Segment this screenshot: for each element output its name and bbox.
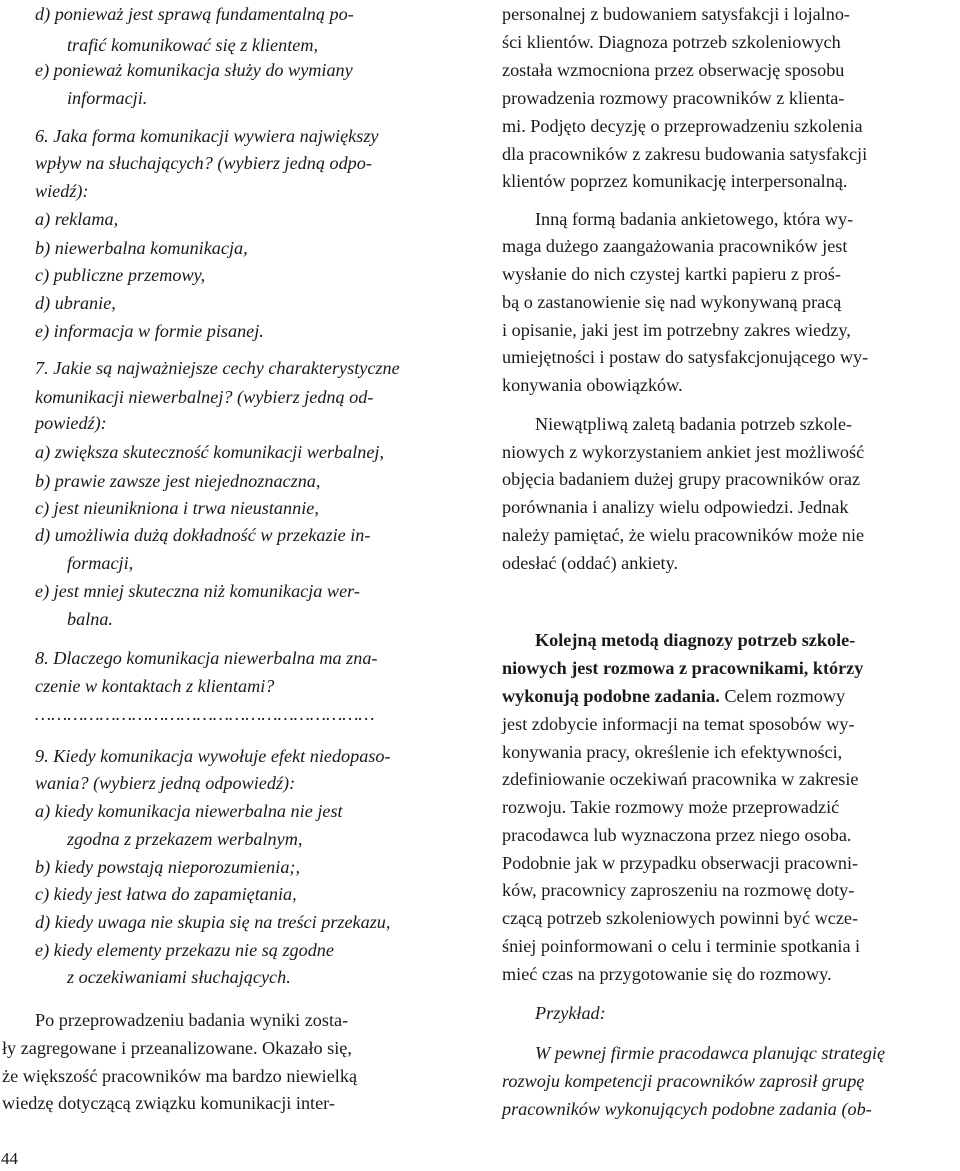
para2-line4: bą o zastanowienie się nad wykonywaną pracą [502, 292, 842, 312]
q7-option-b: b) prawie zawsze jest niejednoznaczna, [35, 471, 321, 491]
para4-line3-rest: Celem rozmowy [719, 686, 846, 706]
q6-option-e: e) informacja w formie pisanej. [35, 321, 264, 341]
closing-paragraph-line4: wiedzę dotyczącą związku komunikacji inter- [2, 1093, 335, 1113]
q9-option-c: c) kiedy jest łatwa do zapamiętania, [35, 884, 297, 904]
q6-option-a: a) reklama, [35, 209, 119, 229]
example-label: Przykład: [535, 1003, 606, 1023]
example-line1: W pewnej firmie pracodawca planując strategię [535, 1043, 886, 1063]
para1-line4: prowadzenia rozmowy pracowników z klienta- [502, 88, 845, 108]
q8-question-line1: 8. Dlaczego komunikacja niewerbalna ma zna- [35, 648, 378, 668]
q5-option-d-line2: trafić komunikować się z klientem, [67, 35, 319, 55]
q6-option-c: c) publiczne przemowy, [35, 265, 206, 285]
closing-paragraph-line3: że większość pracowników ma bardzo niewielką [2, 1066, 358, 1086]
para3-line1: Niewątpliwą zaletą badania potrzeb szkole- [535, 414, 853, 434]
closing-paragraph-line1: Po przeprowadzeniu badania wyniki zosta- [35, 1010, 349, 1030]
q6-question-line3: wiedź): [35, 181, 89, 201]
q7-question-line3: powiedź): [35, 413, 107, 433]
para4-line13: mieć czas na przygotowanie się do rozmowy. [502, 964, 832, 984]
para3-line4: porównania i analizy wielu odpowiedzi. Jednak [502, 497, 849, 517]
q7-option-e-line2: balna. [67, 609, 113, 629]
q6-option-b: b) niewerbalna komunikacja, [35, 238, 248, 258]
q9-option-b: b) kiedy powstają nieporozumienia;, [35, 857, 301, 877]
para1-line3: została wzmocniona przez obserwację sposobu [502, 60, 845, 80]
example-line2: rozwoju kompetencji pracowników zaprosił grupę [502, 1071, 865, 1091]
para1-line2: ści klientów. Diagnoza potrzeb szkoleniowych [502, 32, 841, 52]
para2-line2: maga dużego zaangażowania pracowników jest [502, 236, 848, 256]
para4-line5: konywania pracy, określenie ich efektywności, [502, 742, 843, 762]
q7-question-line2: komunikacji niewerbalnej? (wybierz jedną od- [35, 387, 374, 407]
page-number: 44 [1, 1149, 18, 1168]
q6-option-d: d) ubranie, [35, 293, 116, 313]
para2-line3: wysłanie do nich czystej kartki papieru z proś- [502, 264, 841, 284]
q7-option-e-line1: e) jest mniej skuteczna niż komunikacja wer- [35, 581, 360, 601]
q6-question-line2: wpływ na słuchających? (wybierz jedną odpo- [35, 153, 372, 173]
q9-question-line2: wania? (wybierz jedną odpowiedź): [35, 773, 296, 793]
q9-option-a-line2: zgodna z przekazem werbalnym, [67, 829, 303, 849]
q9-option-a-line1: a) kiedy komunikacja niewerbalna nie jest [35, 801, 343, 821]
q7-option-d-line2: formacji, [67, 553, 134, 573]
q8-question-line2: czenie w kontaktach z klientami? [35, 676, 275, 696]
q5-option-e-line1: e) ponieważ komunikacja służy do wymiany [35, 60, 353, 80]
q8-answer-line: ……………………………………………………… [35, 704, 375, 724]
closing-paragraph-line2: ły zagregowane i przeanalizowane. Okazało się, [2, 1038, 352, 1058]
para1-line1: personalnej z budowaniem satysfakcji i lojalno- [502, 4, 850, 24]
para3-line3: objęcia badaniem dużej grupy pracowników oraz [502, 469, 861, 489]
para4-bold-line2: niowych jest rozmowa z pracownikami, którzy [502, 658, 864, 678]
para3-line2: niowych z wykorzystaniem ankiet jest możliwość [502, 442, 865, 462]
q9-option-e-line1: e) kiedy elementy przekazu nie są zgodne [35, 940, 334, 960]
para4-line11: czącą potrzeb szkoleniowych powinni być wcze- [502, 908, 859, 928]
para4-line3-bold: wykonują podobne zadania. [502, 686, 720, 706]
q5-option-d-line1: d) ponieważ jest sprawą fundamentalną po- [35, 4, 354, 24]
para4-line8: pracodawca lub wyznaczona przez niego osoba. [502, 825, 852, 845]
q7-option-c: c) jest nieunikniona i trwa nieustannie, [35, 498, 319, 518]
para4-line12: śniej poinformowani o celu i terminie spotkania i [502, 936, 861, 956]
q6-question-line1: 6. Jaka forma komunikacji wywiera największy [35, 126, 379, 146]
para3-line5: należy pamiętać, że wielu pracowników może nie [502, 525, 865, 545]
q9-option-e-line2: z oczekiwaniami słuchających. [67, 967, 291, 987]
q7-option-d-line1: d) umożliwia dużą dokładność w przekazie in- [35, 525, 371, 545]
q7-option-a: a) zwiększa skuteczność komunikacji werbalnej, [35, 442, 385, 462]
para2-line6: umiejętności i postaw do satysfakcjonującego wy- [502, 347, 869, 367]
para4-line3 [502, 683, 845, 710]
para4-line6: zdefiniowanie oczekiwań pracownika w zakresie [502, 769, 859, 789]
para3-line6: odesłać (oddać) ankiety. [502, 553, 679, 573]
para4-bold-line1: Kolejną metodą diagnozy potrzeb szkole- [535, 630, 856, 650]
q7-question-line1: 7. Jakie są najważniejsze cechy charakterystyczne [35, 358, 400, 378]
example-line3: pracowników wykonujących podobne zadania (ob- [502, 1099, 872, 1119]
q9-option-d: d) kiedy uwaga nie skupia się na treści przekazu, [35, 912, 391, 932]
para2-line1: Inną formą badania ankietowego, która wy- [535, 209, 854, 229]
para1-line6: dla pracowników z zakresu budowania satysfakcji [502, 144, 868, 164]
para4-line9: Podobnie jak w przypadku obserwacji pracowni- [502, 853, 859, 873]
q5-option-e-line2: informacji. [67, 88, 148, 108]
para1-line5: mi. Podjęto decyzję o przeprowadzeniu szkolenia [502, 116, 863, 136]
para2-line5: i opisanie, jaki jest im potrzebny zakres wiedzy, [502, 320, 851, 340]
para1-line7: klientów poprzez komunikację interpersonalną. [502, 171, 848, 191]
para2-line7: konywania obowiązków. [502, 375, 683, 395]
para4-line7: rozwoju. Takie rozmowy może przeprowadzić [502, 797, 840, 817]
para4-line10: ków, pracownicy zaproszeniu na rozmowę doty- [502, 880, 855, 900]
para4-line4: jest zdobycie informacji na temat sposobów wy- [502, 714, 855, 734]
q9-question-line1: 9. Kiedy komunikacja wywołuje efekt niedopaso- [35, 746, 391, 766]
